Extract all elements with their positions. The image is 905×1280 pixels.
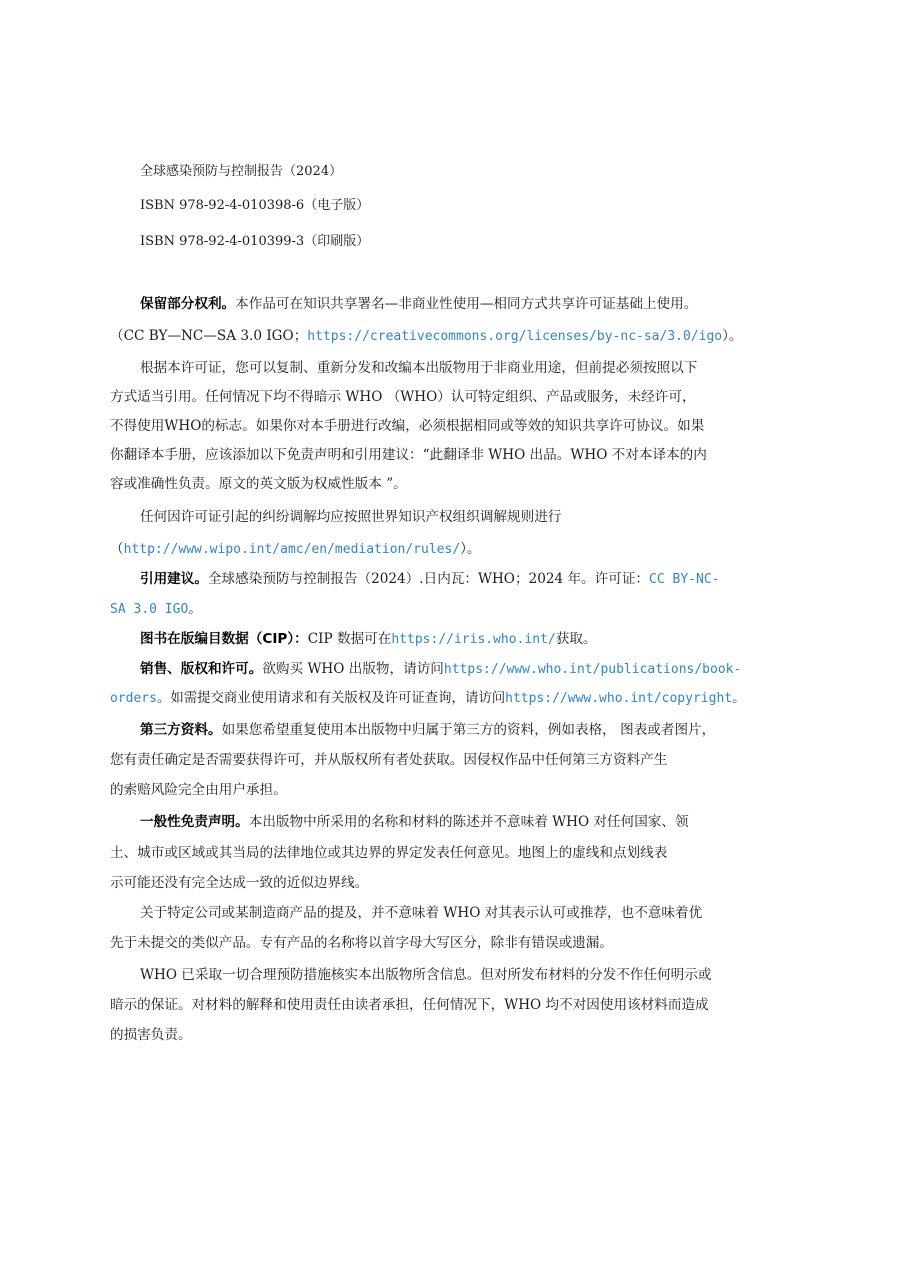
copyright-link[interactable]: https://www.who.int/copyright — [505, 691, 733, 706]
cip-text: CIP 数据可在 — [307, 631, 392, 647]
license-line-1: 根据本许可证，您可以复制、重新分发和改编本出版物用于非商业用途，但前提必须按照以下 — [140, 360, 698, 376]
wipo-link[interactable]: http://www.wipo.int/amc/en/mediation/rules/ — [123, 542, 461, 557]
third-party-line-3: 的索赔风险完全由用户承担。 — [110, 782, 287, 798]
license-line-4: 你翻译本手册，应该添加以下免责声明和引用建议：“此翻译非 WHO 出品。WHO 不对本译本的内 — [110, 447, 707, 463]
disclaimer-heading: 一般性免责声明。 — [140, 814, 249, 830]
isbn-electronic: ISBN 978-92-4-010398-6（电子版） — [140, 198, 370, 213]
precautions-line-3: 的损害负责。 — [110, 1027, 192, 1043]
iris-link[interactable]: https://iris.who.int/ — [391, 632, 556, 647]
rights-line-2 — [110, 326, 810, 347]
cip-paragraph — [140, 629, 840, 650]
third-party-line-2: 您有责任确定是否需要获得许可，并从版权所有者处获取。因侵权作品中任何第三方资料产生 — [110, 752, 668, 768]
companies-line-1: 关于特定公司或某制造商产品的提及，并不意味着 WHO 对其表示认可或推荐，也不意味着优 — [140, 905, 703, 921]
third-party-paragraph — [140, 720, 840, 740]
precautions-line-2: 暗示的保证。对材料的解释和使用责任由读者承担，任何情况下，WHO 均不对因使用该材料而造成 — [110, 997, 709, 1013]
rights-suffix: ）。 — [722, 328, 743, 344]
third-party-heading: 第三方资料。 — [140, 722, 222, 738]
rights-heading: 保留部分权利。 — [140, 296, 236, 312]
sales-text-2: 。如需提交商业使用请求和有关版权及许可证查询，请访问 — [156, 691, 506, 706]
dispute-line-2 — [110, 539, 810, 560]
dispute-line-1: 任何因许可证引起的纠纷调解均应按照世界知识产权组织调解规则进行 — [140, 509, 562, 525]
cip-suffix: 获取。 — [555, 631, 597, 647]
rights-prefix: （CC BY—NC—SA 3.0 IGO； — [110, 328, 308, 344]
citation-line-2 — [110, 599, 810, 620]
disclaimer-line-2: 土、城市或区域或其当局的法律地位或其边界的界定发表任何意见。地图上的虚线和点划线表 — [110, 845, 668, 861]
third-party-text-1: 如果您希望重复使用本出版物中归属于第三方的资料，例如表格， 图表或者图片， — [221, 722, 716, 738]
dispute-suffix: ）。 — [460, 541, 481, 557]
license-line-3: 不得使用WHO的标志。如果你对本手册进行改编，必须根据相同或等效的知识共享许可协议。如果 — [110, 418, 705, 434]
citation-heading: 引用建议。 — [140, 571, 208, 587]
license-line-5: 容或准确性负责。原文的英文版为权威性版本 ”。 — [110, 476, 407, 492]
disclaimer-text-1: 本出版物中所采用的名称和材料的陈述并不意味着 WHO 对任何国家、领 — [248, 814, 689, 830]
report-title: 全球感染预防与控制报告（2024） — [140, 164, 343, 179]
cc-link-part-1[interactable]: CC BY-NC- — [649, 572, 720, 587]
dispute-prefix: （ — [110, 541, 124, 557]
book-orders-link-part-1[interactable]: https://www.who.int/publications/book- — [443, 662, 742, 677]
sales-text: 欲购买 WHO 出版物，请访问 — [262, 661, 444, 677]
sales-suffix: 。 — [732, 691, 746, 706]
precautions-line-1: WHO 已采取一切合理预防措施核实本出版物所含信息。但对所发布材料的分发不作任何明示或 — [140, 967, 712, 983]
cip-heading: 图书在版编目数据（CIP）： — [140, 631, 308, 647]
book-orders-link-part-2[interactable]: orders — [110, 691, 157, 706]
license-line-2: 方式适当引用。任何情况下均不得暗示 WHO （WHO）认可特定组织、产品或服务，未经许可， — [110, 389, 696, 405]
citation-paragraph — [140, 569, 840, 590]
companies-line-2: 先于未提交的类似产品。专有产品的名称将以首字母大写区分，除非有错误或遗漏。 — [110, 935, 613, 951]
sales-heading: 销售、版权和许可。 — [140, 661, 263, 677]
sales-paragraph — [140, 659, 840, 680]
rights-text: 本作品可在知识共享署名—非商业性使用—相同方式共享许可证基础上使用。 — [235, 296, 698, 312]
sales-line-2 — [110, 689, 810, 709]
citation-text: 全球感染预防与控制报告（2024）.日内瓦：WHO；2024 年。许可证： — [207, 571, 650, 587]
rights-paragraph — [140, 294, 840, 314]
cc-link-part-2[interactable]: SA 3.0 IGO — [110, 602, 189, 617]
isbn-print: ISBN 978-92-4-010399-3（印刷版） — [140, 234, 370, 249]
disclaimer-line-3: 示可能还没有完全达成一致的近似边界线。 — [110, 875, 369, 891]
citation-suffix: 。 — [188, 601, 202, 617]
disclaimer-paragraph — [140, 812, 840, 832]
cc-license-link[interactable]: https://creativecommons.org/licenses/by-nc-sa/3.0/igo — [307, 329, 723, 344]
